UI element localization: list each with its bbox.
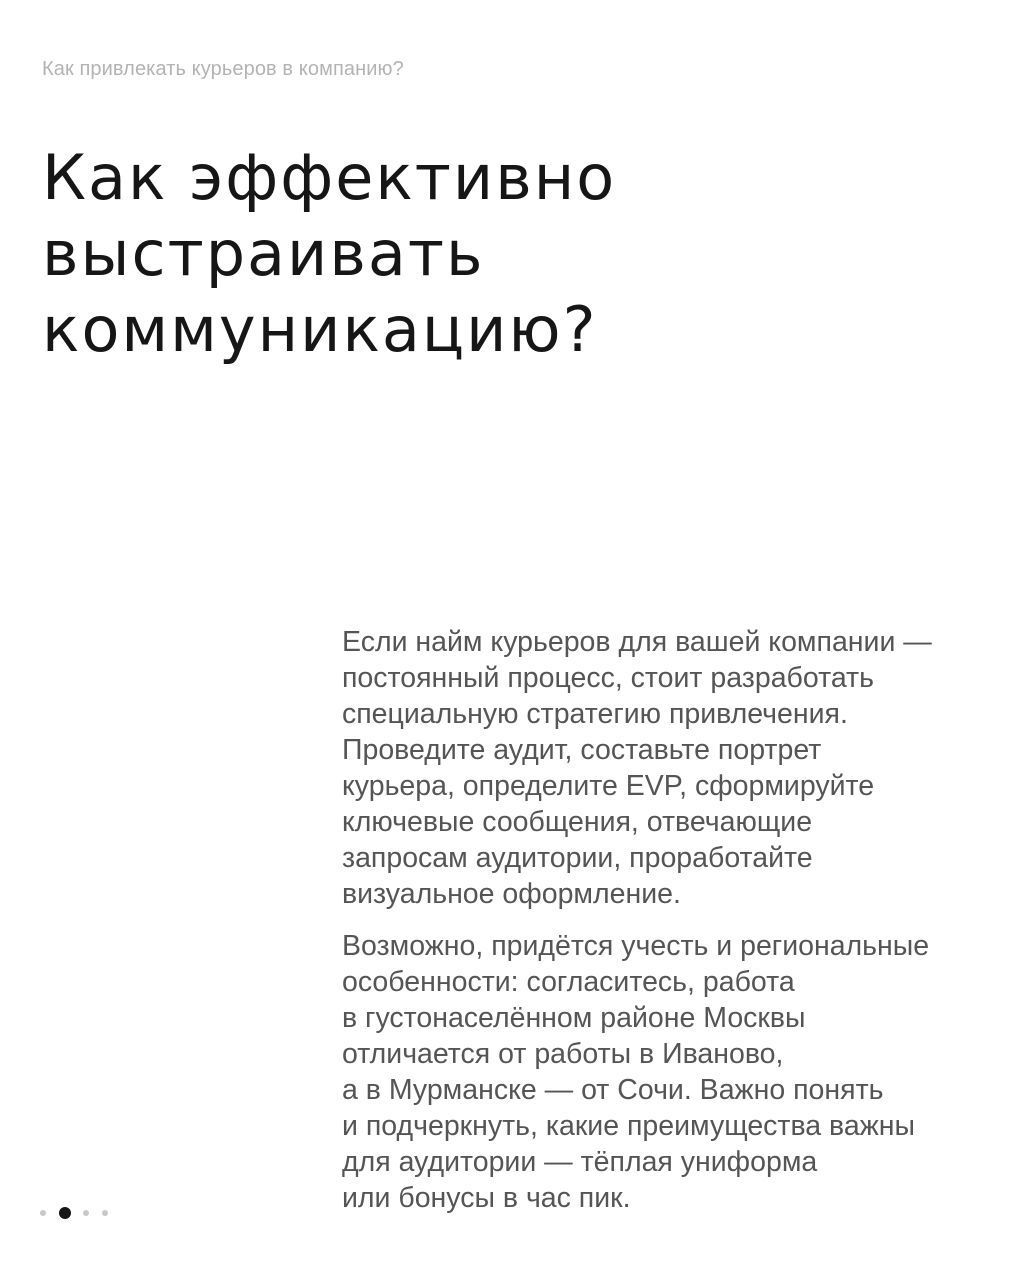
text-line: особенности: согласитесь, работа xyxy=(342,966,795,998)
text-line: курьера, определите EVP, сформируйте xyxy=(342,770,875,802)
text-line: а в Мурманске — от Сочи. Важно понять xyxy=(342,1074,884,1106)
pagination-dot-active[interactable] xyxy=(59,1207,71,1219)
text-line: ключевые сообщения, отвечающие xyxy=(342,806,813,838)
text-line: запросам аудитории, проработайте xyxy=(342,842,813,874)
text-line: для аудитории — тёплая униформа xyxy=(342,1146,818,1178)
text-line: специальную стратегию привлечения. xyxy=(342,698,848,730)
page-title-line: выстраивать xyxy=(42,217,485,290)
text-line: Возможно, придётся учесть и региональные xyxy=(342,930,930,962)
paragraph-strategy xyxy=(342,624,1002,912)
body-text xyxy=(342,624,1002,1232)
text-line: в густонаселённом районе Москвы xyxy=(342,1002,806,1034)
paragraph-regions xyxy=(342,928,1002,1216)
text-line: или бонусы в час пик. xyxy=(342,1182,631,1214)
pagination-dot[interactable] xyxy=(40,1210,46,1216)
page-title xyxy=(42,140,616,368)
text-line: постоянный процесс, стоит разработать xyxy=(342,662,874,694)
breadcrumb: Как привлекать курьеров в компанию? xyxy=(42,58,404,80)
pagination-dot[interactable] xyxy=(83,1210,89,1216)
text-line: Проведите аудит, составьте портрет xyxy=(342,734,822,766)
text-line: отличается от работы в Иваново, xyxy=(342,1038,784,1070)
text-line: и подчеркнуть, какие преимущества важны xyxy=(342,1110,916,1142)
pagination-dots[interactable] xyxy=(40,1205,121,1221)
text-line: Если найм курьеров для вашей компании — xyxy=(342,626,932,658)
text-line: визуальное оформление. xyxy=(342,878,681,910)
page-title-line: коммуникацию? xyxy=(42,293,598,366)
page-title-line: Как эффективно xyxy=(42,141,617,214)
pagination-dot[interactable] xyxy=(102,1210,108,1216)
